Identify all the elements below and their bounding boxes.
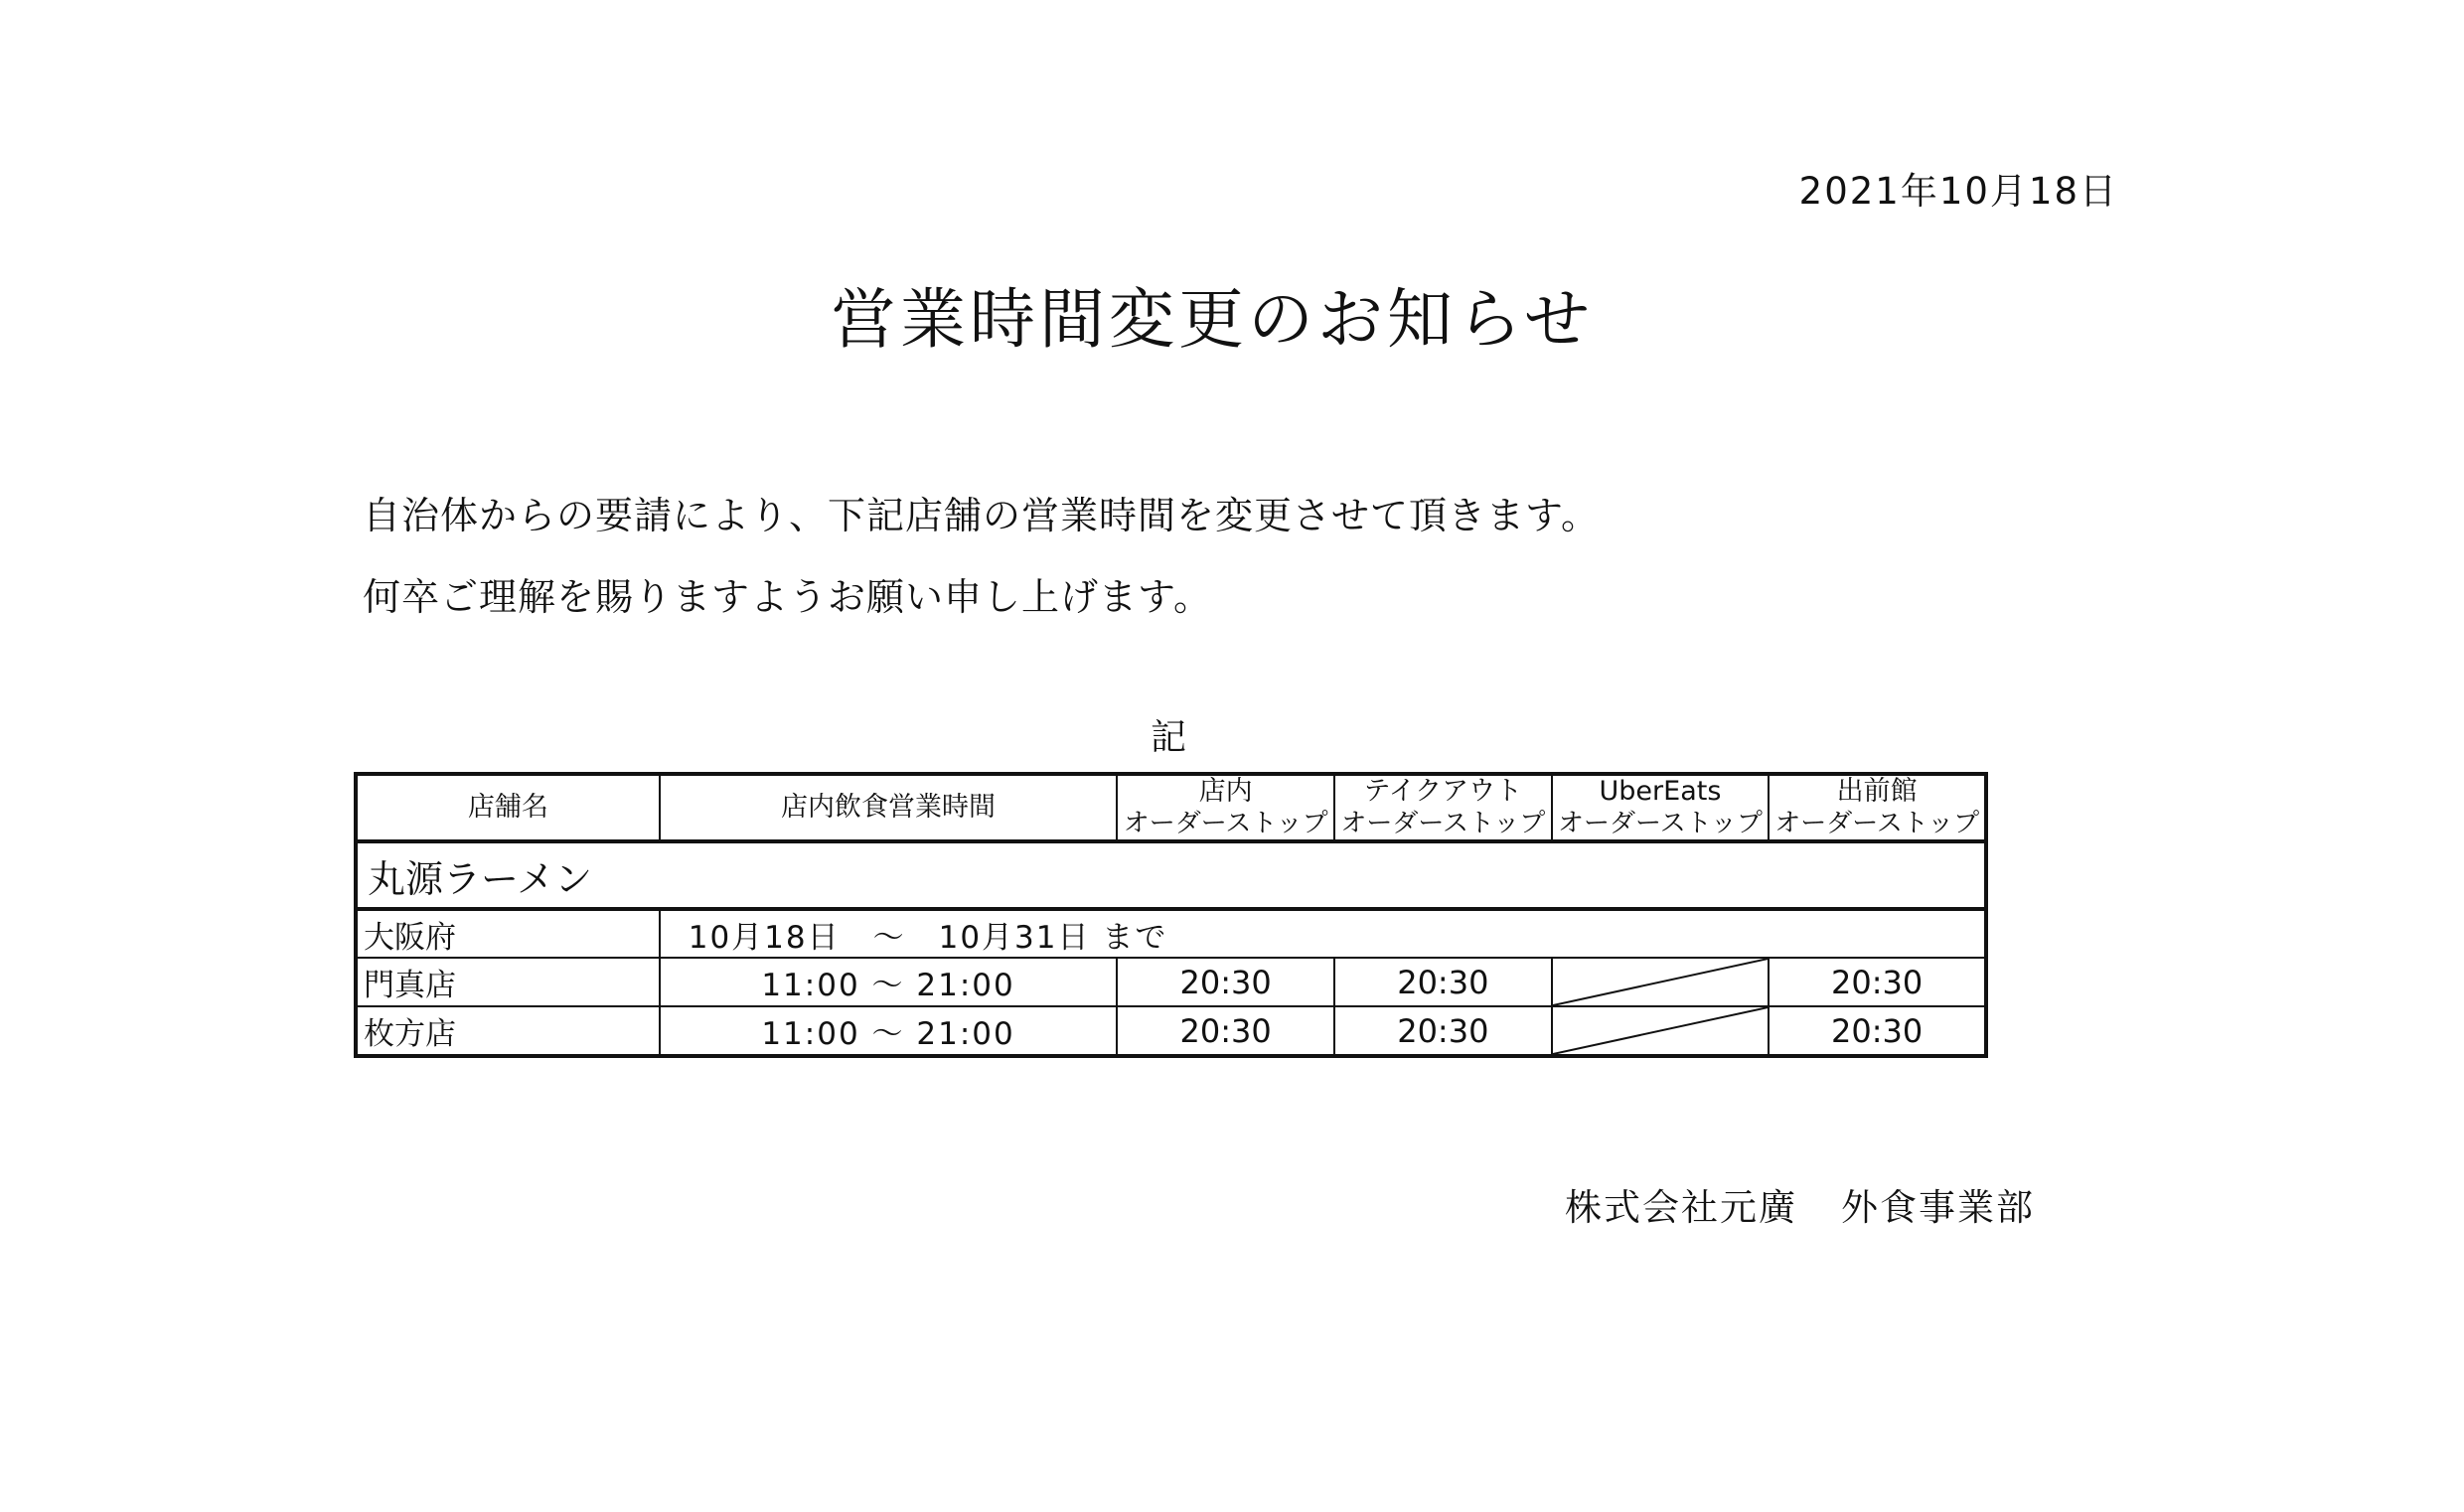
header-instore-label: 店内	[1198, 776, 1253, 807]
body-text-line-2: 何卒ご理解を賜りますようお願い申し上げます。	[363, 575, 1212, 619]
header-takeout-order-stop	[1334, 774, 1552, 841]
demaecan-order-stop: 20:30	[1769, 1006, 1986, 1056]
dine-in-hours: 11:00 ～ 21:00	[660, 958, 1118, 1006]
document-date: 2021年10月18日	[1798, 170, 2118, 213]
instore-order-stop: 20:30	[1117, 1006, 1334, 1056]
region-name: 大阪府	[356, 909, 660, 958]
header-ubereats-order-stop	[1552, 774, 1770, 841]
table-row	[356, 958, 1986, 1006]
header-demaecan-order-stop	[1769, 774, 1986, 841]
period-text: 10月18日 ～ 10月31日 まで	[660, 909, 1986, 958]
header-takeout-sub: オーダーストップ	[1340, 809, 1546, 838]
header-ubereats-label: UberEats	[1599, 776, 1722, 807]
page-title: 営業時間変更のお知らせ	[830, 281, 1595, 358]
table-row	[356, 1006, 1986, 1056]
takeout-order-stop: 20:30	[1334, 1006, 1552, 1056]
ubereats-not-available-slash	[1552, 958, 1770, 1006]
header-dine-in-hours: 店内飲食営業時間	[660, 774, 1118, 841]
ki-heading: 記	[1151, 717, 1187, 758]
business-hours-table	[354, 772, 1988, 1058]
store-name: 門真店	[356, 958, 660, 1006]
header-instore-sub: オーダーストップ	[1123, 809, 1328, 838]
header-ubereats-sub: オーダーストップ	[1558, 809, 1763, 838]
company-name: 株式会社元廣	[1565, 1186, 1797, 1229]
issuer-signature	[1565, 1177, 2035, 1231]
store-name: 枚方店	[356, 1006, 660, 1056]
header-instore-order-stop	[1117, 774, 1334, 841]
instore-order-stop: 20:30	[1117, 958, 1334, 1006]
body-text-line-1: 自治体からの要請により、下記店舗の営業時間を変更させて頂きます。	[363, 494, 1600, 537]
header-demaecan-label: 出前館	[1836, 776, 1918, 807]
dine-in-hours: 11:00 ～ 21:00	[660, 1006, 1118, 1056]
region-row	[356, 909, 1986, 958]
brand-name: 丸源ラーメン	[356, 841, 1986, 909]
table-header-row	[356, 774, 1986, 841]
demaecan-order-stop: 20:30	[1769, 958, 1986, 1006]
department-name: 外食事業部	[1841, 1186, 2035, 1229]
header-store-name: 店舗名	[356, 774, 660, 841]
header-takeout-label: テイクアウト	[1363, 776, 1523, 807]
takeout-order-stop: 20:30	[1334, 958, 1552, 1006]
ubereats-not-available-slash	[1552, 1006, 1770, 1056]
brand-row	[356, 841, 1986, 909]
header-demaecan-sub: オーダーストップ	[1774, 809, 1980, 838]
